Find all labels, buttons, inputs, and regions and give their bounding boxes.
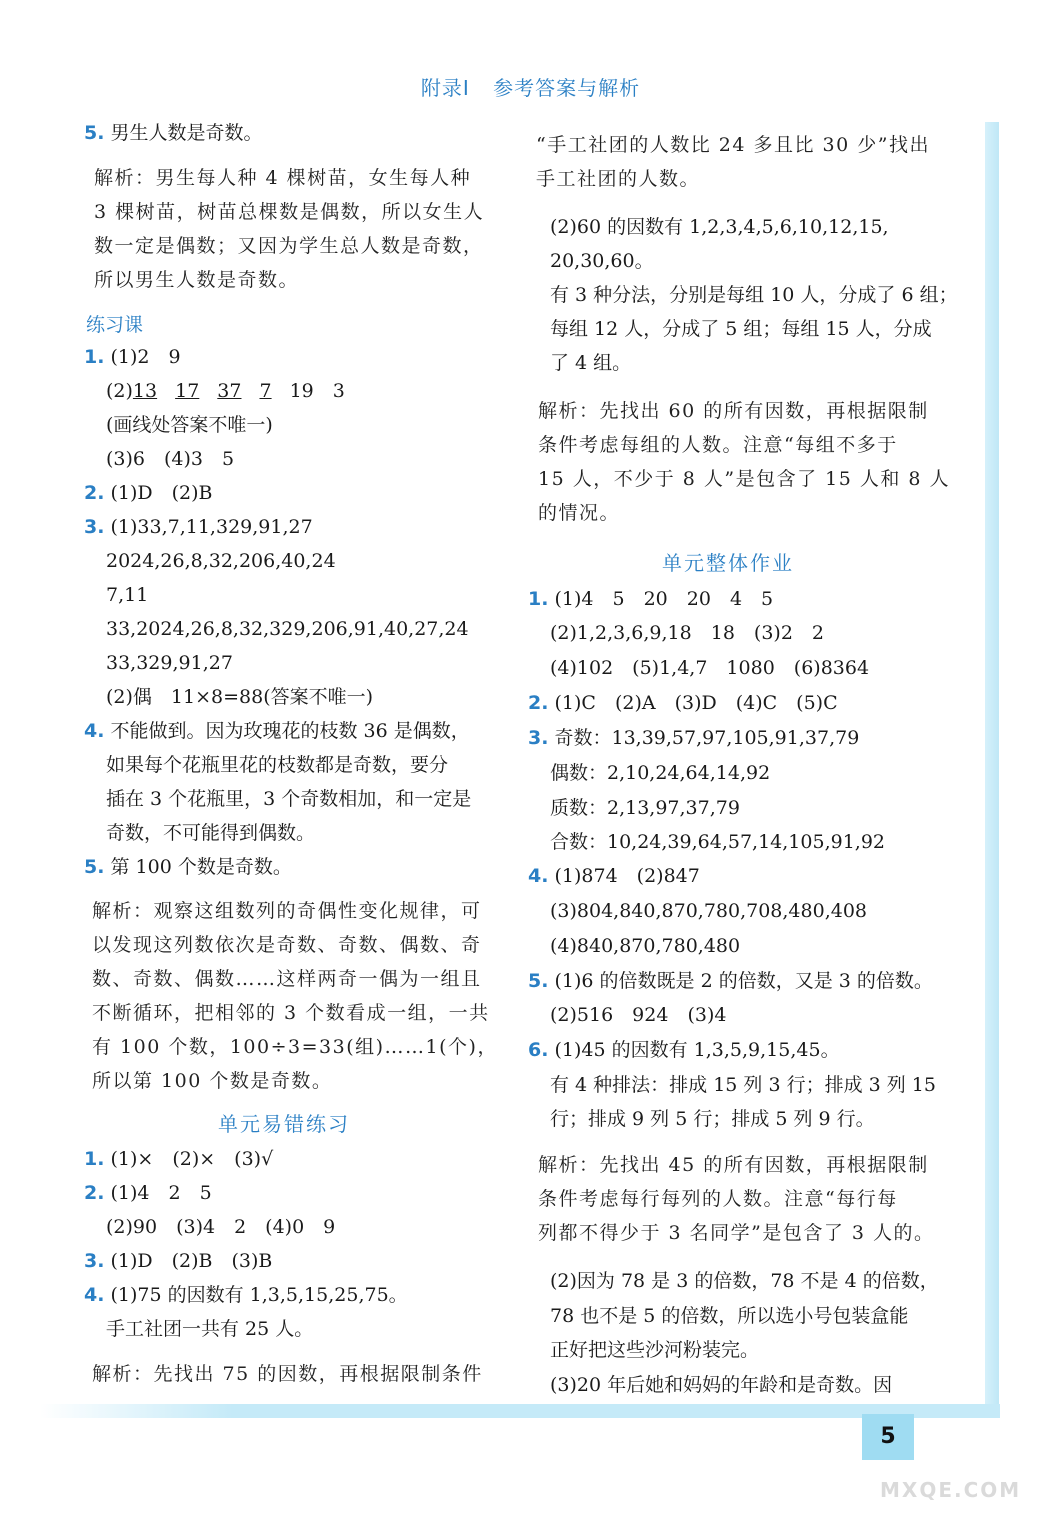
explanation-line: 手工社团的人数。	[536, 168, 701, 190]
answer-line: 6. (1)45 的因数有 1,3,5,9,15,45。	[528, 1039, 840, 1061]
header-appendix: 附录Ⅰ	[420, 76, 470, 100]
explanation-line: 列都不得少于 3 名同学”是包含了 3 人的。	[538, 1222, 935, 1244]
answer-line: (3)20 年后她和妈妈的年龄和是奇数。因	[550, 1374, 893, 1396]
explanation-line: 解析：观察这组数列的奇偶性变化规律，可	[92, 900, 482, 922]
answer-line: (2)516 924 (3)4	[550, 1004, 727, 1026]
answer-line: 3. 奇数：13,39,57,97,105,91,37,79	[528, 727, 860, 749]
answer-line: 5. 男生人数是奇数。	[84, 122, 263, 144]
answer-line: 奇数，不可能得到偶数。	[106, 822, 316, 844]
explanation-line: 条件考虑每行每列的人数。注意“每行每	[538, 1188, 898, 1210]
answer-line: 20,30,60。	[550, 250, 654, 272]
answer-line: 4. (1)874 (2)847	[528, 865, 700, 887]
answer-line: 3. (1)D (2)B (3)B	[84, 1250, 273, 1272]
right-decorative-bar	[985, 122, 999, 1417]
explanation-line: 解析：先找出 45 的所有因数，再根据限制	[538, 1154, 929, 1176]
section-title-common-errors: 单元易错练习	[218, 1112, 350, 1136]
answer-line: 33,329,91,27	[106, 652, 233, 674]
answer-line: 2024,26,8,32,206,40,24	[106, 550, 336, 572]
answer-line: (4)840,870,780,480	[550, 935, 741, 957]
answer-line: 3. (1)33,7,11,329,91,27	[84, 516, 313, 538]
explanation-line: 数、奇数、偶数……这样两奇一偶为一组且	[92, 968, 482, 990]
section-title-unit-homework: 单元整体作业	[662, 551, 794, 575]
explanation-line: 的情况。	[538, 502, 621, 524]
explanation-line: 3 棵树苗，树苗总棵数是偶数，所以女生人	[94, 201, 485, 223]
answer-line: 2. (1)C (2)A (3)D (4)C (5)C	[528, 692, 838, 714]
explanation-line: “手工社团的人数比 24 多且比 30 少”找出	[536, 134, 930, 156]
explanation-line: 解析：先找出 60 的所有因数，再根据限制	[538, 400, 929, 422]
answer-line: (2)因为 78 是 3 的倍数，78 不是 4 的倍数，	[550, 1270, 939, 1292]
answer-line: 5. (1)6 的倍数既是 2 的倍数，又是 3 的倍数。	[528, 970, 933, 992]
answer-line: 4. (1)75 的因数有 1,3,5,15,25,75。	[84, 1284, 408, 1306]
answer-line: 7,11	[106, 584, 149, 606]
answer-line: (3)804,840,870,780,708,480,408	[550, 900, 868, 922]
answer-line: 1. (1)4 5 20 20 4 5	[528, 588, 774, 610]
answer-line: (2)90 (3)4 2 (4)0 9	[106, 1216, 336, 1238]
answer-line: (2)1,2,3,6,9,18 18 (3)2 2	[550, 622, 824, 644]
header-title: 参考答案与解析	[493, 76, 641, 100]
bottom-decorative-bar	[40, 1404, 1000, 1418]
page-number: 5	[862, 1414, 914, 1460]
answer-line: (画线处答案不唯一)	[106, 414, 273, 436]
explanation-line: 条件考虑每组的人数。注意“每组不多于	[538, 434, 898, 456]
answer-line: 2. (1)4 2 5	[84, 1182, 212, 1204]
explanation-line: 解析：先找出 75 的因数，再根据限制条件	[92, 1363, 483, 1385]
answer-line: 2. (1)D (2)B	[84, 482, 213, 504]
explanation-line: 解析：男生每人种 4 棵树苗，女生每人种	[94, 167, 472, 189]
page-header	[0, 72, 1061, 101]
answer-line: 质数：2,13,97,37,79	[550, 797, 740, 819]
answer-line: (4)102 (5)1,4,7 1080 (6)8364	[550, 657, 870, 679]
answer-line: (3)6 (4)3 5	[106, 448, 235, 470]
explanation-line: 所以男生人数是奇数。	[94, 269, 300, 291]
answer-line: 偶数：2,10,24,64,14,92	[550, 762, 771, 784]
answer-line: 78 也不是 5 的倍数，所以选小号包装盒能	[550, 1305, 909, 1327]
answer-line: 合数：10,24,39,64,57,14,105,91,92	[550, 831, 885, 853]
answer-line: 正好把这些沙河粉装完。	[550, 1339, 760, 1361]
answer-line: (2)60 的因数有 1,2,3,4,5,6,10,12,15,	[550, 216, 889, 238]
answer-line: 行；排成 9 列 5 行；排成 5 列 9 行。	[550, 1108, 875, 1130]
answer-line: 有 4 种排法：排成 15 列 3 行；排成 3 列 15	[550, 1074, 936, 1096]
answer-line: 33,2024,26,8,32,329,206,91,40,27,24	[106, 618, 469, 640]
section-title-practice: 练习课	[86, 314, 144, 336]
explanation-line: 不断循环，把相邻的 3 个数看成一组，一共	[92, 1002, 490, 1024]
explanation-line: 以发现这列数依次是奇数、奇数、偶数、奇	[92, 934, 482, 956]
answer-line: 5. 第 100 个数是奇数。	[84, 856, 292, 878]
watermark: MXQE.COM	[880, 1478, 1022, 1502]
answer-line: 4. 不能做到。因为玫瑰花的枝数 36 是偶数，	[84, 720, 470, 742]
answer-line: 如果每个花瓶里花的枝数都是奇数，要分	[106, 754, 449, 776]
answer-line: 了 4 组。	[550, 352, 632, 374]
answer-line: 插在 3 个花瓶里，3 个奇数相加，和一定是	[106, 788, 472, 810]
answer-line: 1. (1)2 9	[84, 346, 181, 368]
answer-line: 每组 12 人，分成了 5 组；每组 15 人，分成	[550, 318, 932, 340]
answer-line: 1. (1)× (2)× (3)√	[84, 1148, 274, 1170]
explanation-line: 15 人，不少于 8 人”是包含了 15 人和 8 人	[538, 468, 951, 490]
answer-line: 手工社团一共有 25 人。	[106, 1318, 314, 1340]
answer-line: (2)偶 11×8=88(答案不唯一)	[106, 686, 374, 708]
explanation-line: 有 100 个数，100÷3=33(组)……1(个)，	[92, 1036, 498, 1058]
explanation-line: 所以第 100 个数是奇数。	[92, 1070, 333, 1092]
answer-line: (2)13 17 37 7 19 3	[106, 380, 345, 402]
answer-line: 有 3 种分法，分别是每组 10 人，分成了 6 组；	[550, 284, 958, 306]
explanation-line: 数一定是偶数；又因为学生总人数是奇数，	[94, 235, 484, 257]
